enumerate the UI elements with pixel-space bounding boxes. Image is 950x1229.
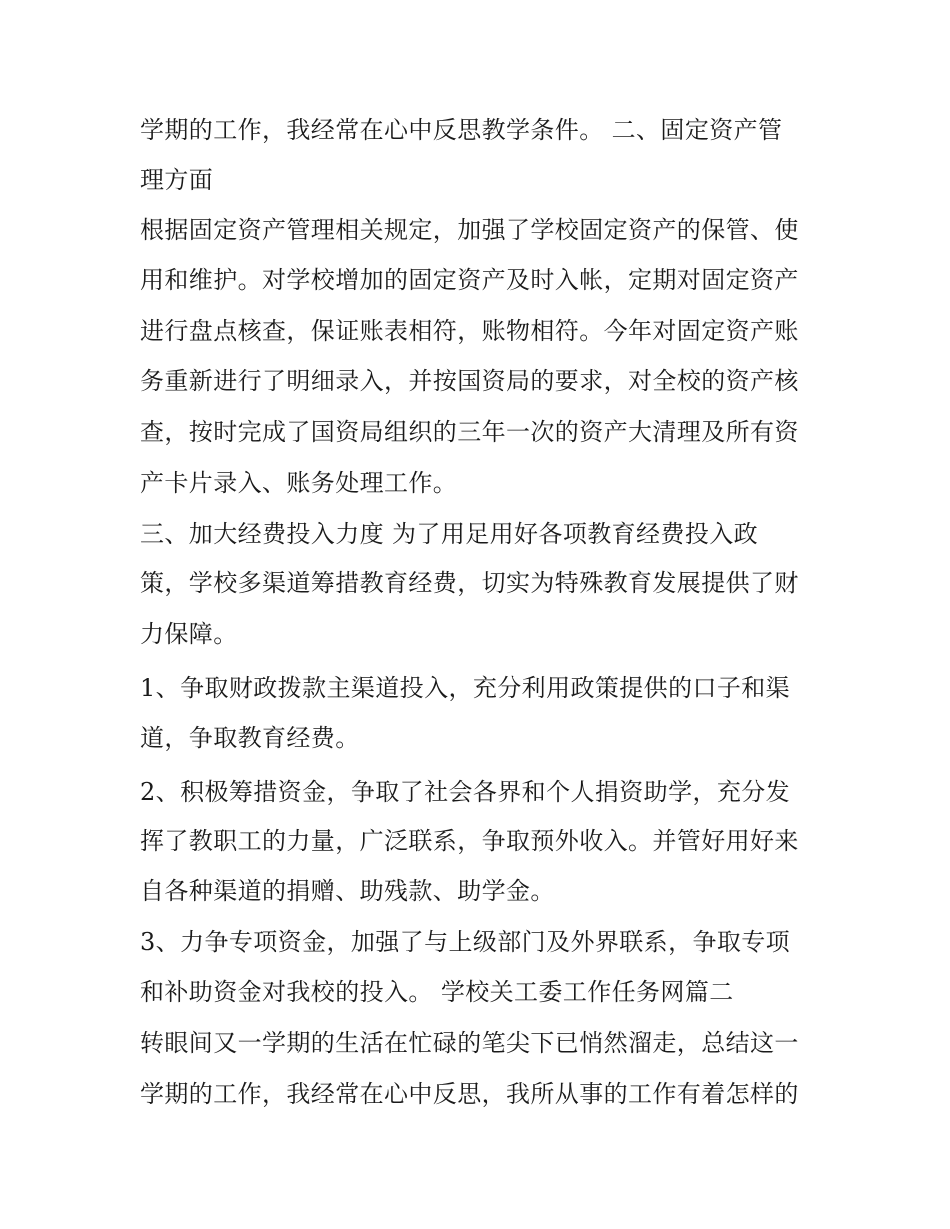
text-line: 1、争取财政拨款主渠道投入，充分利用政策提供的口子和渠 — [140, 674, 791, 702]
text-line: 学期的工作，我经常在心中反思教学条件。 二、固定资产管 — [140, 116, 783, 144]
text-line: 力保障。 — [140, 620, 238, 648]
text-line: 用和维护。对学校增加的固定资产及时入帐，定期对固定资产 — [140, 266, 799, 294]
text-line: 2、积极筹措资金，争取了社会各界和个人捐资助学，充分发 — [140, 778, 791, 806]
text-line: 道，争取教育经费。 — [140, 724, 360, 752]
text-line: 学期的工作，我经常在心中反思，我所从事的工作有着怎样的 — [140, 1080, 799, 1108]
text-line: 3、力争专项资金，加强了与上级部门及外界联系，争取专项 — [140, 928, 791, 956]
text-line: 理方面 — [140, 166, 214, 194]
text-line: 和补助资金对我校的投入。 学校关工委工作任务网篇二 — [140, 978, 734, 1006]
text-line: 挥了教职工的力量，广泛联系，争取预外收入。并管好用好来 — [140, 827, 799, 855]
text-line: 三、加大经费投入力度 为了用足用好各项教育经费投入政 — [140, 520, 759, 548]
text-line: 自各种渠道的捐赠、助残款、助学金。 — [140, 877, 555, 905]
text-line: 务重新进行了明细录入，并按国资局的要求，对全校的资产核 — [140, 367, 799, 395]
text-line: 转眼间又一学期的生活在忙碌的笔尖下已悄然溜走，总结这一 — [140, 1029, 799, 1057]
text-line: 根据固定资产管理相关规定，加强了学校固定资产的保管、使 — [140, 216, 799, 244]
text-line: 产卡片录入、账务处理工作。 — [140, 469, 458, 497]
text-line: 查，按时完成了国资局组织的三年一次的资产大清理及所有资 — [140, 418, 799, 446]
text-line: 策，学校多渠道筹措教育经费，切实为特殊教育发展提供了财 — [140, 569, 799, 597]
text-line: 进行盘点核查，保证账表相符，账物相符。今年对固定资产账 — [140, 317, 799, 345]
